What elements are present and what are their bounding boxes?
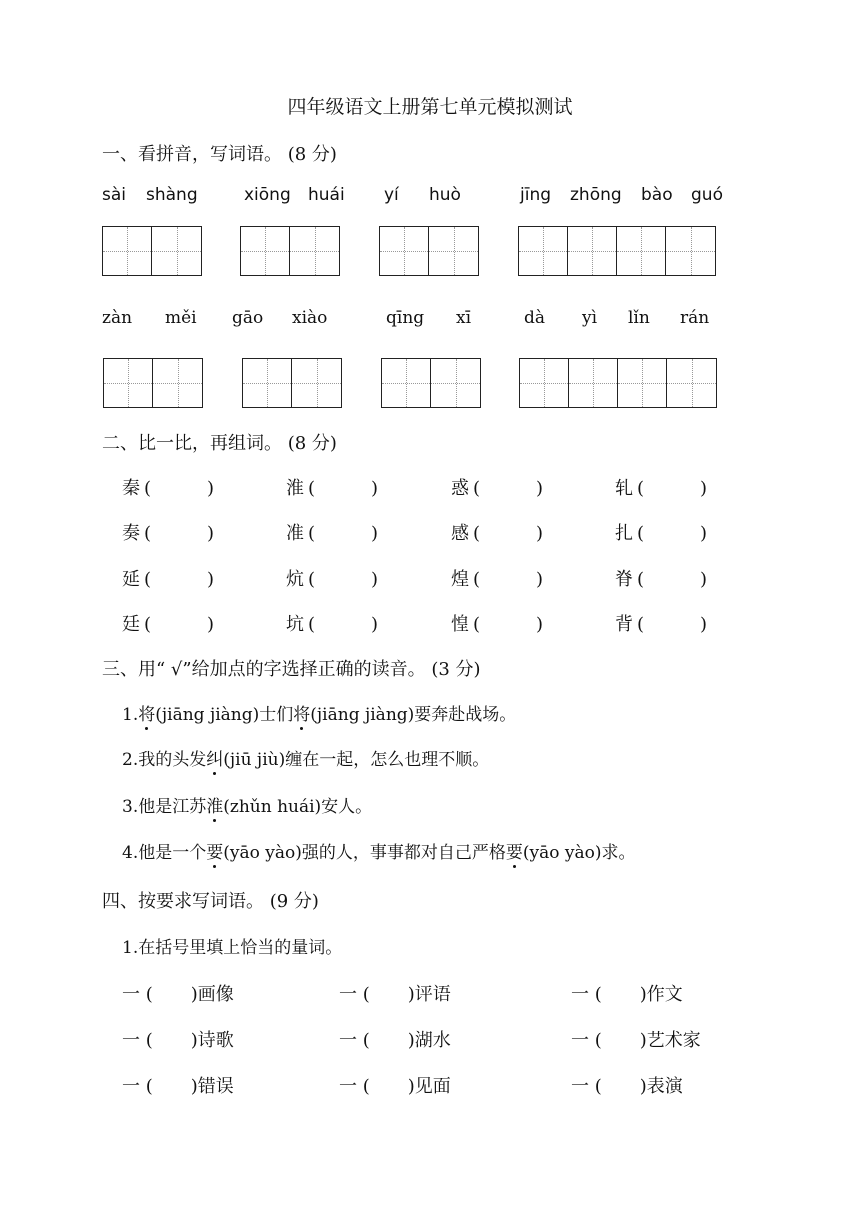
writing-grid[interactable] [242,358,342,408]
question-4: 4.他是一个要(yāo yào)强的人，事事都对自己严格要(yāo yào)求。 [122,838,635,863]
compare-char: 背 [615,614,633,635]
grid-cell[interactable] [153,359,202,407]
grid-cell[interactable] [429,227,478,275]
compare-item[interactable]: 扎 ( ) [615,519,707,545]
pinyin: xiào [292,308,328,328]
dotted-char: 将 [293,700,310,725]
grid-cell[interactable] [666,227,715,275]
compare-char: 煌 [451,569,469,590]
pinyin-choice[interactable]: (jiāng jiàng)要奔赴战场。 [310,705,517,725]
measure-word-item[interactable]: 一 ( )湖水 [339,1030,451,1051]
grid-cell[interactable] [103,227,152,275]
compare-item[interactable]: 准 ( ) [286,519,378,545]
measure-word-item[interactable]: 一 ( )错误 [122,1076,234,1097]
pinyin: xī [456,308,472,328]
grid-cell[interactable] [568,227,617,275]
grid-cell[interactable] [290,227,339,275]
grid-cell[interactable] [104,359,153,407]
question-1: 1.将(jiāng jiàng)士们将(jiāng jiàng)要奔赴战场。 [122,700,516,725]
compare-char: 坑 [286,614,304,635]
compare-char: 炕 [286,569,304,590]
question-2: 2.我的头发纠(jiū jiù)缠在一起，怎么也理不顺。 [122,745,489,770]
dotted-char: 纠 [206,745,223,770]
writing-grid[interactable] [381,358,481,408]
compare-item[interactable]: 惶 ( ) [451,610,543,636]
grid-cell[interactable] [382,359,431,407]
pinyin: huò [429,185,461,205]
compare-char: 脊 [615,569,633,590]
compare-char: 延 [122,569,140,590]
grid-cell[interactable] [519,227,568,275]
pinyin: yì [582,308,598,328]
pinyin-choice[interactable]: (yāo yào)强的人，事事都对自己严格 [223,843,506,863]
question-3: 3.他是江苏淮(zhǔn huái)安人。 [122,792,372,817]
compare-item[interactable]: 煌 ( ) [451,565,543,591]
dotted-char: 将 [138,700,155,725]
pinyin-choice[interactable]: (jiū jiù)缠在一起，怎么也理不顺。 [223,750,490,770]
compare-item[interactable]: 延 ( ) [122,565,214,591]
grid-cell[interactable] [667,359,716,407]
measure-word-item[interactable]: 一 ( )艺术家 [571,1030,701,1051]
compare-char: 准 [286,523,304,544]
pinyin-choice[interactable]: (jiāng jiàng)士们 [155,705,294,725]
measure-word-item[interactable]: 一 ( )表演 [571,1076,683,1097]
compare-item[interactable]: 轧 ( ) [615,474,707,500]
pinyin: zàn [102,308,133,328]
writing-grid[interactable] [240,226,340,276]
measure-word-item[interactable]: 一 ( )评语 [339,984,451,1005]
sub-question-1: 1.在括号里填上恰当的量词。 [122,938,343,958]
pinyin: bào [641,185,673,205]
measure-word-item[interactable]: 一 ( )诗歌 [122,1030,234,1051]
grid-cell[interactable] [380,227,429,275]
compare-char: 淮 [286,478,304,499]
grid-cell[interactable] [243,359,292,407]
writing-grid[interactable] [519,358,717,408]
section-4-heading: 四、按要求写词语。 (9 分) [102,891,319,912]
pinyin: shàng [146,185,198,205]
compare-char: 惶 [451,614,469,635]
pinyin: huái [308,185,345,205]
pinyin: qīng [386,308,425,328]
compare-char: 惑 [451,478,469,499]
pinyin-choice[interactable]: (yāo yào)求。 [522,843,636,863]
pinyin: guó [691,185,723,205]
compare-item[interactable]: 坑 ( ) [286,610,378,636]
pinyin: yí [384,185,399,205]
measure-word-item[interactable]: 一 ( )作文 [571,984,683,1005]
compare-char: 秦 [122,478,140,499]
dotted-char: 要 [206,838,223,863]
compare-item[interactable]: 惑 ( ) [451,474,543,500]
pinyin: jīng [520,185,552,205]
dotted-char: 要 [506,838,523,863]
pinyin-choice[interactable]: (zhǔn huái)安人。 [223,797,373,817]
compare-item[interactable]: 背 ( ) [615,610,707,636]
pinyin: měi [165,308,197,328]
pinyin: dà [524,308,546,328]
measure-word-item[interactable]: 一 ( )见面 [339,1076,451,1097]
writing-grid[interactable] [379,226,479,276]
section-2-heading: 二、比一比，再组词。 (8 分) [102,433,337,454]
grid-cell[interactable] [569,359,618,407]
dotted-char: 淮 [206,792,223,817]
section-3-heading: 三、用“ √”给加点的字选择正确的读音。 (3 分) [102,659,481,680]
grid-cell[interactable] [152,227,201,275]
compare-item[interactable]: 脊 ( ) [615,565,707,591]
compare-item[interactable]: 炕 ( ) [286,565,378,591]
writing-grid[interactable] [102,226,202,276]
compare-item[interactable]: 奏 ( ) [122,519,214,545]
grid-cell[interactable] [520,359,569,407]
grid-cell[interactable] [618,359,667,407]
compare-char: 廷 [122,614,140,635]
grid-cell[interactable] [241,227,290,275]
pinyin: rán [680,308,710,328]
grid-cell[interactable] [431,359,480,407]
pinyin: sài [102,185,126,205]
compare-item[interactable]: 感 ( ) [451,519,543,545]
compare-item[interactable]: 淮 ( ) [286,474,378,500]
compare-char: 扎 [615,523,633,544]
grid-cell[interactable] [617,227,666,275]
compare-item[interactable]: 秦 ( ) [122,474,214,500]
compare-item[interactable]: 廷 ( ) [122,610,214,636]
writing-grid[interactable] [103,358,203,408]
measure-word-item[interactable]: 一 ( )画像 [122,984,234,1005]
compare-char: 感 [451,523,469,544]
pinyin: xiōng [244,185,291,205]
section-1-heading: 一、看拼音，写词语。 (8 分) [102,144,337,165]
compare-char: 奏 [122,523,140,544]
compare-char: 轧 [615,478,633,499]
grid-cell[interactable] [292,359,341,407]
pinyin: gāo [232,308,264,328]
page-title: 四年级语文上册第七单元模拟测试 [287,96,573,118]
pinyin: zhōng [570,185,622,205]
writing-grid[interactable] [518,226,716,276]
pinyin: lǐn [628,308,650,328]
